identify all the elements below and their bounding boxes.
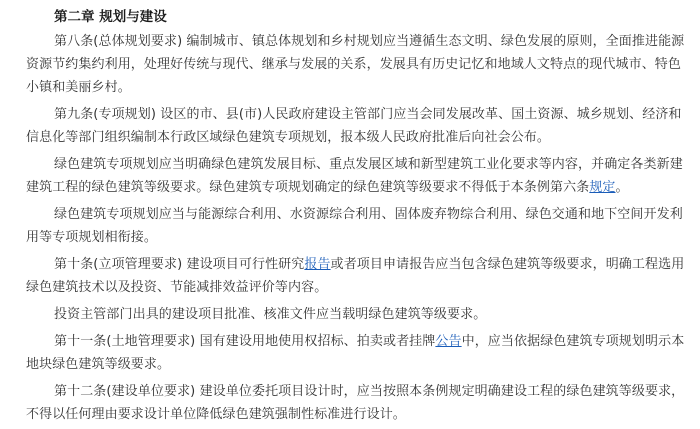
paragraph-text: 或者项目申请报告应当包含绿色建筑等级要求，明确工程选用绿色建筑技术以及投资、节能减排效益评价等内容。 (26, 257, 685, 295)
article-10-approval-paragraph: 投资主管部门出具的建设项目批准、核准文件应当载明绿色建筑等级要求。 (54, 307, 487, 322)
article-9-paragraph: 第九条(专项规划) 设区的市、县(市)人民政府建设主管部门应当会同发展改革、国土资源、城乡规划、经济和信息化等部门组织编制本行政区域绿色建筑专项规划，报本级人民政府批准后向社会公布。 (26, 107, 682, 145)
regulation-link[interactable]: 规定 (589, 180, 616, 195)
paragraph-text: 。 (615, 180, 629, 195)
article-12-paragraph: 第十二条(建设单位要求) 建设单位委托项目设计时，应当按照本条例规定明确建设工程的绿色建筑等级要求，不得以任何理由要求设计单位降低绿色建筑强制性标准进行设计。 (26, 384, 685, 422)
report-link[interactable]: 报告 (304, 257, 331, 272)
announcement-link[interactable]: 公告 (435, 334, 462, 349)
chapter-title: 第二章 规划与建设 (54, 9, 167, 25)
article-11-paragraph (26, 330, 688, 376)
article-9-coordination-paragraph: 绿色建筑专项规划应当与能源综合利用、水资源综合利用、固体废弃物综合利用、绿色交通和地下空间开发利用等专项规划相衔接。 (26, 207, 683, 245)
paragraph-text: 绿色建筑专项规划应当明确绿色建筑发展目标、重点发展区域和新型建筑工业化要求等内容，并确定各类新建建筑工程的绿色建筑等级要求。绿色建筑专项规划确定的绿色建筑等级要求不得低于本条例第六条 (26, 157, 683, 195)
paragraph-text: 第十一条(土地管理要求) 国有建设用地使用权招标、拍卖或者挂牌 (54, 334, 436, 349)
article-8-paragraph: 第八条(总体规划要求) 编制城市、镇总体规划和乡村规划应当遵循生态文明、绿色发展的原则，全面推进能源资源节约集约利用，处理好传统与现代、继承与发展的关系，发展具有历史记忆和地域人文特点的现代城市、特色小镇和美丽乡村。 (26, 34, 685, 95)
article-10-paragraph (26, 253, 688, 299)
paragraph-text: 第十条(立项管理要求) 建设项目可行性研究 (54, 257, 305, 272)
article-9-plan-requirements-paragraph (26, 153, 688, 199)
paragraph-text: 中，应当依据绿色建筑专项规划明示本地块绿色建筑等级要求。 (26, 334, 685, 372)
